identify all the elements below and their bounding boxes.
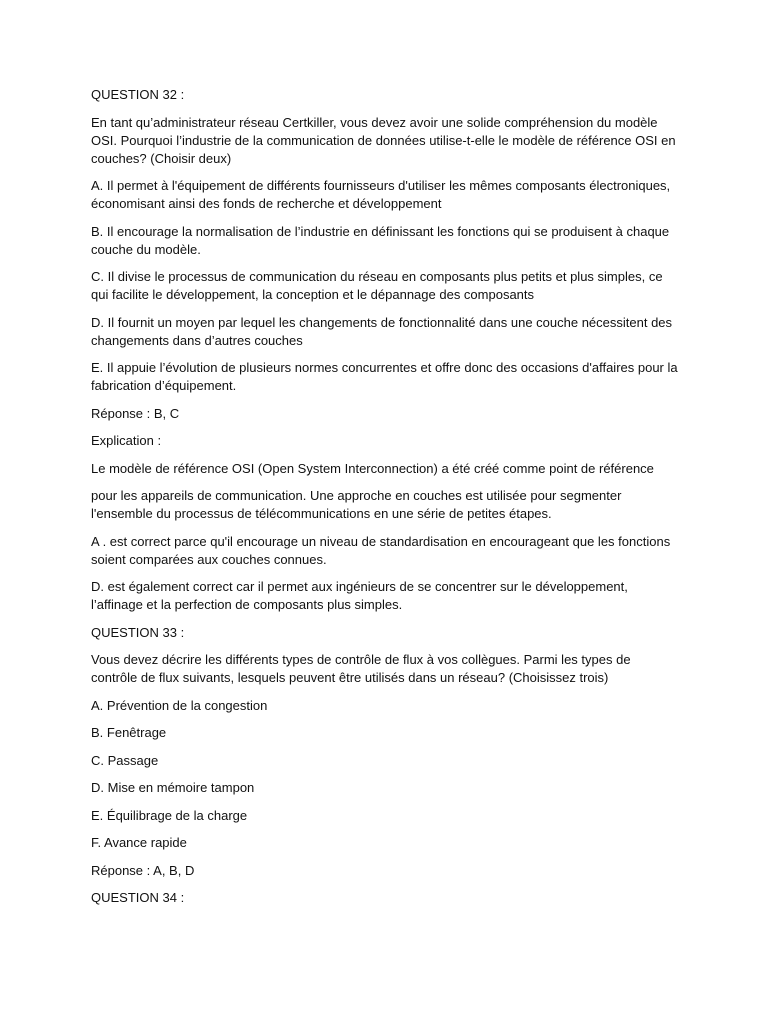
question-33-option-f: F. Avance rapide <box>91 835 187 850</box>
question-32-option-e: E. Il appuie l’évolution de plusieurs normes concurrentes et offre donc des occasions d'affaires pour la fabrication d’équipement. <box>91 360 678 393</box>
question-33-option-a: A. Prévention de la congestion <box>91 697 268 713</box>
question-33-text: Vous devez décrire les différents types de contrôle de flux à vos collègues. Parmi les types de contrôle de flux suivants, lesquels peuvent être utilisés dans un réseau? (Choisissez trois) <box>91 652 631 685</box>
explanation-line-1: Le modèle de référence OSI (Open System Interconnection) a été créé comme point de référence <box>91 460 654 476</box>
question-34-heading: QUESTION 34 : <box>91 890 185 905</box>
question-33-option-b: B. Fenêtrage <box>91 725 167 740</box>
question-33-answer: Réponse : A, B, D <box>91 862 195 878</box>
question-33-heading: QUESTION 33 : <box>91 624 185 640</box>
explanation-a: A . est correct parce qu'il encourage un niveau de standardisation en encourageant que les fonctions soient comparées aux couches connues. <box>91 533 671 567</box>
question-33-option-d: D. Mise en mémoire tampon <box>91 780 255 795</box>
question-32-option-a: A. Il permet à l'équipement de différents fournisseurs d'utiliser les mêmes composants électroniques, économisant ainsi des fonds de recherche et développement <box>91 178 671 211</box>
question-32-option-b: B. Il encourage la normalisation de l’industrie en définissant les fonctions qui se produisent à chaque couche du modèle. <box>91 223 670 257</box>
question-32-option-c: C. Il divise le processus de communication du réseau en composants plus petits et plus simples, ce qui facilite le développement, la conception et le dépannage des composants <box>91 269 663 302</box>
question-32-text: En tant qu’administrateur réseau Certkiller, vous devez avoir une solide compréhension du modèle OSI. Pourquoi l’industrie de la communication de données utilise-t-elle le modèle de référence OSI en couches? (Choisir deux) <box>91 114 676 166</box>
question-32-option-d: D. Il fournit un moyen par lequel les changements de fonctionnalité dans une couche nécessitent des changements dans d’autres couches <box>91 314 673 348</box>
explanation-heading: Explication : <box>91 433 162 448</box>
explanation-d: D. est également correct car il permet aux ingénieurs de se concentrer sur le développement, l’affinage et la perfection de composants plus simples. <box>91 579 628 612</box>
question-33-option-e: E. Équilibrage de la charge <box>91 807 248 823</box>
question-32-answer: Réponse : B, C <box>91 405 180 421</box>
explanation-line-2: pour les appareils de communication. Une approche en couches est utilisée pour segmenter l'ensemble du processus de télécommunications en une série de petites étapes. <box>91 488 622 521</box>
question-33-option-c: C. Passage <box>91 752 159 768</box>
question-32-heading: QUESTION 32 : <box>91 87 185 102</box>
